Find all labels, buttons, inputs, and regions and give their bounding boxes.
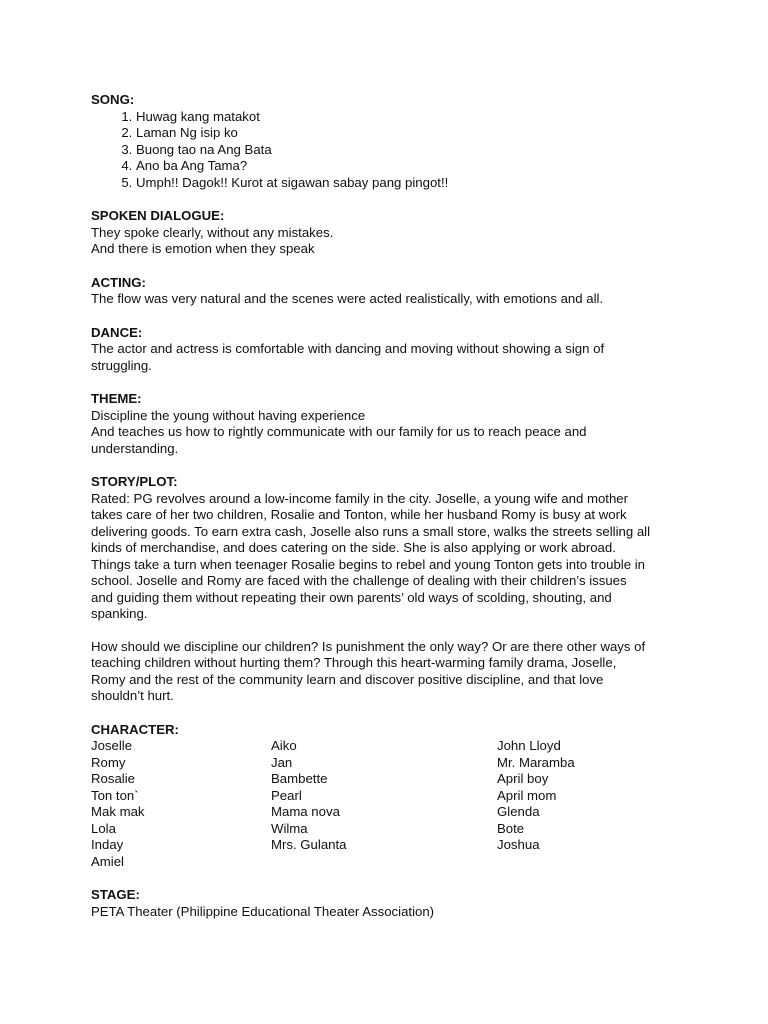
character-name: Ton ton` [91, 787, 139, 803]
character-name: Mama nova [271, 804, 340, 819]
character-name: Wilma [271, 820, 308, 836]
character-column [91, 738, 271, 870]
dance-section [91, 325, 651, 375]
character-name: Joshua [497, 837, 540, 852]
character-name: April mom [497, 787, 557, 803]
character-name: Glenda [497, 804, 540, 819]
stage-section [91, 887, 651, 920]
acting-text: The flow was very natural and the scenes were acted realistically, with emotions and all. [91, 291, 604, 306]
character-section [91, 722, 651, 871]
character-name: Lola [91, 820, 116, 836]
character-name: Inday [91, 837, 124, 852]
character-name: Jan [271, 754, 293, 770]
character-name: Joselle [91, 738, 133, 753]
song-item: 2. Laman Ng isip ko [136, 125, 651, 142]
song-list [91, 109, 651, 192]
character-name: Amiel [91, 853, 124, 869]
character-list [91, 738, 651, 870]
song-item: 5. Umph!! Dagok!! Kurot at sigawan sabay pang pingot!! [136, 175, 651, 192]
character-name: Mr. Maramba [497, 754, 575, 770]
story-paragraph: Rated: PG revolves around a low-income family in the city. Joselle, a young wife and mother takes care of her two children, Rosalie and Tonton, while her husband Romy is busy at work delivering goods. To earn extra cash, Joselle also runs a small store, walks the streets selling all kinds of merchandise, and does catering on the side. She is also applying or work abroad. Things take a turn when teenager Rosalie begins to rebel and young Tonton gets into trouble in school. Joselle and Romy are faced with the challenge of dealing with their children’s issues and guiding them without repeating their own parents’ old ways of scolding, shouting, and spanking. [91, 490, 651, 621]
character-column [271, 738, 497, 870]
song-item: 3. Buong tao na Ang Bata [136, 142, 651, 159]
character-name: Bote [497, 820, 525, 836]
theme-line: And teaches us how to rightly communicate with our family for us to reach peace and understanding. [91, 424, 587, 456]
stage-text: PETA Theater (Philippine Educational Theater Association) [91, 903, 435, 919]
dance-text: The actor and actress is comfortable with dancing and moving without showing a sign of struggling. [91, 341, 605, 373]
character-column [497, 738, 657, 870]
story-plot-heading: STORY/PLOT: [91, 474, 178, 489]
song-item: 4. Ano ba Ang Tama? [136, 158, 651, 175]
character-heading: CHARACTER: [91, 721, 179, 737]
character-name: Mak mak [91, 804, 145, 819]
character-name: John Lloyd [497, 738, 561, 753]
spoken-dialogue-line: They spoke clearly, without any mistakes. [91, 224, 334, 240]
document-page [91, 92, 651, 937]
character-name: Bambette [271, 771, 328, 786]
song-item: 1. Huwag kang matakot [136, 109, 651, 126]
spoken-dialogue-line: And there is emotion when they speak [91, 241, 315, 256]
theme-heading: THEME: [91, 391, 142, 406]
story-plot-section [91, 474, 651, 705]
character-name: Aiko [271, 738, 297, 753]
dance-heading: DANCE: [91, 324, 143, 340]
character-name: Pearl [271, 787, 302, 803]
stage-heading: STAGE: [91, 887, 140, 902]
spoken-dialogue-section [91, 208, 651, 258]
theme-section [91, 391, 651, 457]
theme-line: Discipline the young without having experience [91, 407, 366, 423]
character-name: Rosalie [91, 771, 135, 786]
acting-heading: ACTING: [91, 274, 146, 290]
spoken-dialogue-heading: SPOKEN DIALOGUE: [91, 208, 225, 223]
acting-section [91, 275, 651, 308]
story-paragraph: How should we discipline our children? Is punishment the only way? Or are there other ways of teaching children without hurting them? Through this heart-warming family drama, Joselle, Romy and the rest of the community learn and discover positive discipline, and that love shouldn’t hurt. [91, 638, 646, 703]
character-name: Mrs. Gulanta [271, 837, 347, 852]
song-section [91, 92, 651, 191]
song-heading: SONG: [91, 92, 135, 107]
character-name: Romy [91, 754, 126, 770]
character-name: April boy [497, 771, 549, 786]
